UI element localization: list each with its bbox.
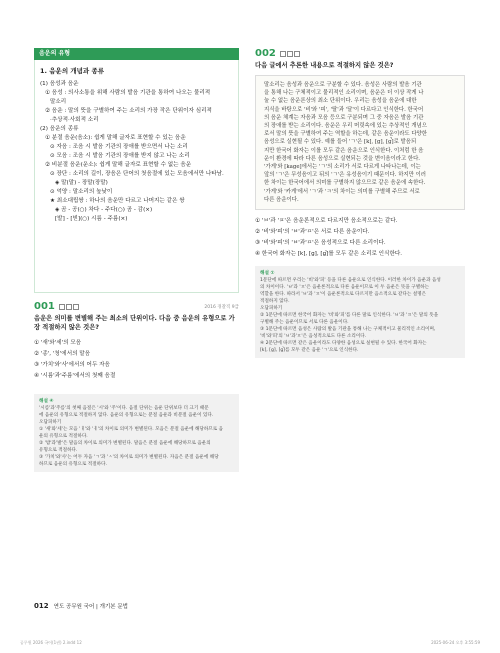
- theory-line: ② 비분절 음운(운소): 쉽게 말해 글자로 표현할 수 없는 음운: [45, 162, 192, 168]
- option-item: ② '비'와'피'의 'ㅂ'과'ㅍ'은 서로 다른 음운이다.: [255, 229, 370, 236]
- question-text: 다음 글에서 추론한 내용으로 적절하지 않은 것은?: [255, 62, 394, 69]
- answer-line: ④ 2문단에 따르면 같은 음운이라도 다양한 음성으로 실현될 수 있다. 한국어 화자는: [260, 341, 427, 347]
- question-source: 2016 경찰직 9급: [204, 304, 239, 310]
- option-item: ① '새'와'세'의 모음: [34, 340, 82, 346]
- theory-line: ① 음성 : 의사소통을 위해 사람의 발음 기관을 통하여 나오는 물리적: [45, 90, 211, 96]
- book-title: 연도 공무원 국어 | 개기본 문법: [53, 604, 128, 610]
- question-number: 002: [255, 48, 276, 59]
- right-column: [255, 48, 465, 358]
- answer-label: 해설 ④: [39, 399, 54, 404]
- print-date: 2025-06-24 오후 3:55:59: [431, 640, 480, 645]
- answer-line: ② '밤'과'발'은 말음의 차이로 의미가 변별된다. 말음은 분절 음운에 해당하므로 음운의: [39, 441, 211, 446]
- answer-line: ③ 1문단에 따르면 음성은 사람의 발음 기관을 통해 나는 구체적이고 물리적인 소리이며,: [260, 327, 436, 333]
- passage-line: 음성으로 실현될 수 있다. 예를 들어 'ㄱ'은 [k], [g], [ɡ̚]로 발음되: [264, 139, 417, 146]
- theory-line: ⊙ 자음 : 조음 시 발음 기관의 장애를 받으면서 나는 소리: [50, 144, 188, 150]
- passage-line: 을 통해 나는 구체적이고 물리적인 소리이며, 음운은 더 이상 작게 나: [264, 90, 424, 97]
- question-number: 001: [34, 301, 55, 312]
- answer-line: 의 차이이다. 'ㅂ'과 'ㅍ'은 음운론적으로 다른 음운이므로 이 두 음운은 뜻을 구별하는: [260, 285, 430, 291]
- answer-line: 하므로 음운의 유형으로 적절하다.: [39, 462, 107, 467]
- theory-line: ◈ 곰 - 공(○) 차다 - 주다(○) 곰 - 감(×): [55, 207, 153, 213]
- answer-line: '비'와'피'의 'ㅂ'과'ㅍ'은 음성적으로도 다른 소리이다.: [260, 334, 367, 340]
- theory-box: [34, 60, 239, 293]
- passage-line: 눌 수 없는 음운론상의 최소 단위이다. 우리는 음성을 음운에 대한: [264, 98, 417, 105]
- answer-line: 에 음운의 유형으로 적절하지 않다. 음운의 유형으로는 분절 음운과 비분절 음운이 있다.: [39, 413, 214, 418]
- answer-line: [k], [g], [ɡ̚]를 모두 같은 음운 'ㄱ'으로 인식한다.: [260, 348, 359, 354]
- check-boxes: [280, 51, 300, 57]
- theory-line: ★ 최소대립쌍 : 하나의 음운만 다르고 나머지는 같은 쌍: [50, 198, 185, 204]
- answer-line: ② 1문단에 따르면 한국어 화자는 '비'와'피'를 다른 말로 인식한다. 'ㅂ'과 'ㅍ'은 말의 뜻을: [260, 313, 439, 319]
- page-footer: [34, 602, 128, 610]
- passage-line: 한 차이는 한국어에서 의미를 구별하지 않으므로 같은 음운에 속한다.: [264, 180, 426, 187]
- theory-line: (1) 음성과 음운: [40, 81, 79, 87]
- passage-line: 의 장애를 받는 소리이다. 음운은 우리 머릿속에 있는 추상적인 개념으: [264, 123, 427, 130]
- passage-box: [255, 75, 465, 210]
- answer-line: 구별해 주는 음운이므로 서로 다른 음운이다.: [260, 320, 349, 326]
- passage-line: 의 음운 체계는 자음과 모음 등으로 구분되며 그 중 자음은 발음 기관: [264, 114, 424, 121]
- option-item: ③ '비'와'피'의 'ㅂ'과'ㅍ'은 음성적으로 다른 소리이다.: [255, 240, 386, 247]
- passage-line: '가게'와 '카게'에서 'ㄱ'과 'ㅋ'의 차이는 의미를 구별해 주므로 서로: [264, 188, 420, 195]
- theory-line: 말소리: [50, 99, 67, 105]
- option-item: ④ 한국어 화자는 [k], [g], [ɡ̚]를 모두 같은 소리로 인식한다.: [255, 251, 403, 258]
- answer-line: 운의 유형으로 적절하다.: [39, 434, 88, 439]
- question-header: [34, 301, 239, 312]
- print-file: 공무원 2026 국어(1권) 2.indd 12: [20, 640, 82, 645]
- theory-line: ⊙ 모음 : 조음 시 발음 기관의 장애를 받지 않고 나는 소리: [50, 153, 190, 159]
- answer-line: ③ '가치'와'사'는 어두 자음 'ㄱ'과 'ㅅ'의 차이로 의미가 변별된다. 자음은 분절 음운에 해당: [39, 455, 219, 460]
- option-item: ② '종', '청'에서의 말음: [34, 351, 91, 357]
- question-text: 음운은 의미를 변별해 주는 최소의 단위이다. 다음 중 음운의 유형으로 가장 적절하지 않은 것은?: [34, 315, 235, 331]
- passage-line: 앞의 'ㄱ'은 무성음이고 뒤의 'ㄱ'은 유성음이기 때문이다. 하지만 이러: [264, 172, 426, 179]
- passage-line: 다른 음운이다.: [264, 196, 299, 203]
- passage-line: 운이 환경에 따라 다른 음성으로 실현되는 것을 변이음이라고 한다.: [264, 155, 421, 162]
- option-item: ③ '가치'와'사'에서의 어두 자음: [34, 362, 110, 368]
- left-column: [34, 48, 239, 472]
- answer-line: 적절하지 않다.: [260, 299, 290, 305]
- theory-lines: [40, 80, 233, 224]
- passage-line: 지만 한국어 화자는 이를 모두 같은 음운으로 인식한다. 이처럼 한 음: [264, 147, 424, 154]
- check-boxes: [59, 304, 79, 310]
- print-info: [20, 640, 480, 646]
- passage-line: 지식을 바탕으로 '비'와 '피', '탈'과 '달'이 다르다고 인식한다. 한국어: [264, 106, 424, 113]
- passage-line: '가게'와 [kage]에서는 'ㄱ'의 소리가 서로 다르게 나타나는데, 이는: [264, 164, 421, 171]
- answer-line: '시름'과'주름'의 첫째 음절은 '시'와 '주'이다. 음절 단위는 음운 단위보다 더 크기 때문: [39, 406, 209, 411]
- answer-line: 역할을 한다. 따라서 'ㅂ'과 'ㅍ'이 음운론적으로 다르지만 음소적으로 같다는 설명은: [260, 292, 427, 298]
- answer-line: ① '새'와'세'는 모음 'ㅐ'와 'ㅔ'의 차이로 의미가 변별된다. 모음은 분절 음운에 해당하므로 음: [39, 427, 224, 432]
- question-header: [255, 48, 465, 59]
- passage-line: 로서 말의 뜻을 구별하여 주는 역할을 하는데, 같은 음운이라도 다양한: [264, 131, 427, 138]
- answer-line: 오답피하기: [39, 420, 62, 425]
- theory-line: ② 음운 : 말의 뜻을 구별하여 주는 소리의 가장 작은 단위이자 심리적: [45, 108, 212, 114]
- answer-lines: [260, 277, 460, 354]
- theory-line: ◈ 말(말) - 장말(장말): [55, 180, 108, 186]
- theory-line: ① 분절 음운(음소): 쉽게 말해 글자로 표현할 수 있는 음운: [45, 135, 186, 141]
- answer-line: 유형으로 적절하다.: [39, 448, 78, 453]
- theory-line: [발] - [빋](○) 시름 - 주름(×): [55, 216, 128, 222]
- section-tag: 음운의 유형: [34, 48, 239, 60]
- answer-label: 해설 ①: [260, 271, 275, 277]
- answer-box: [34, 394, 239, 472]
- answer-box: [255, 266, 465, 358]
- question-options: [255, 216, 465, 260]
- passage-line: 말소리는 음성과 음운으로 구분할 수 있다. 음성은 사람의 발음 기관: [264, 82, 422, 88]
- theory-line: ⊙ 장단 : 소리의 길이, 장음은 단어의 첫음절에 있는 모음에서만 나타남.: [50, 171, 224, 177]
- answer-line: 1문단에 따르면 우리는 '비'와'피' 등을 다른 음운으로 인식한다. 이러한 차이가 음운과 음성: [260, 278, 441, 284]
- question-options: [34, 338, 239, 382]
- option-item: ④ '시름'과'주름'에서의 첫째 음절: [34, 373, 116, 379]
- theory-line: (2) 음운의 종류: [40, 126, 79, 132]
- option-item: ① 'ㅂ'과 'ㅍ'은 음운론적으로 다르지만 음소적으로는 같다.: [255, 218, 398, 225]
- theory-heading: 1. 음운의 개념과 종류: [40, 67, 105, 75]
- answer-lines: [39, 405, 234, 468]
- answer-line: 오답피하기: [260, 306, 283, 312]
- theory-line: ⊙ 억양 : 말소리의 높낮이: [50, 189, 113, 195]
- page-number: 012: [34, 602, 49, 610]
- theory-line: ·추상적·사회적 소리: [50, 117, 99, 123]
